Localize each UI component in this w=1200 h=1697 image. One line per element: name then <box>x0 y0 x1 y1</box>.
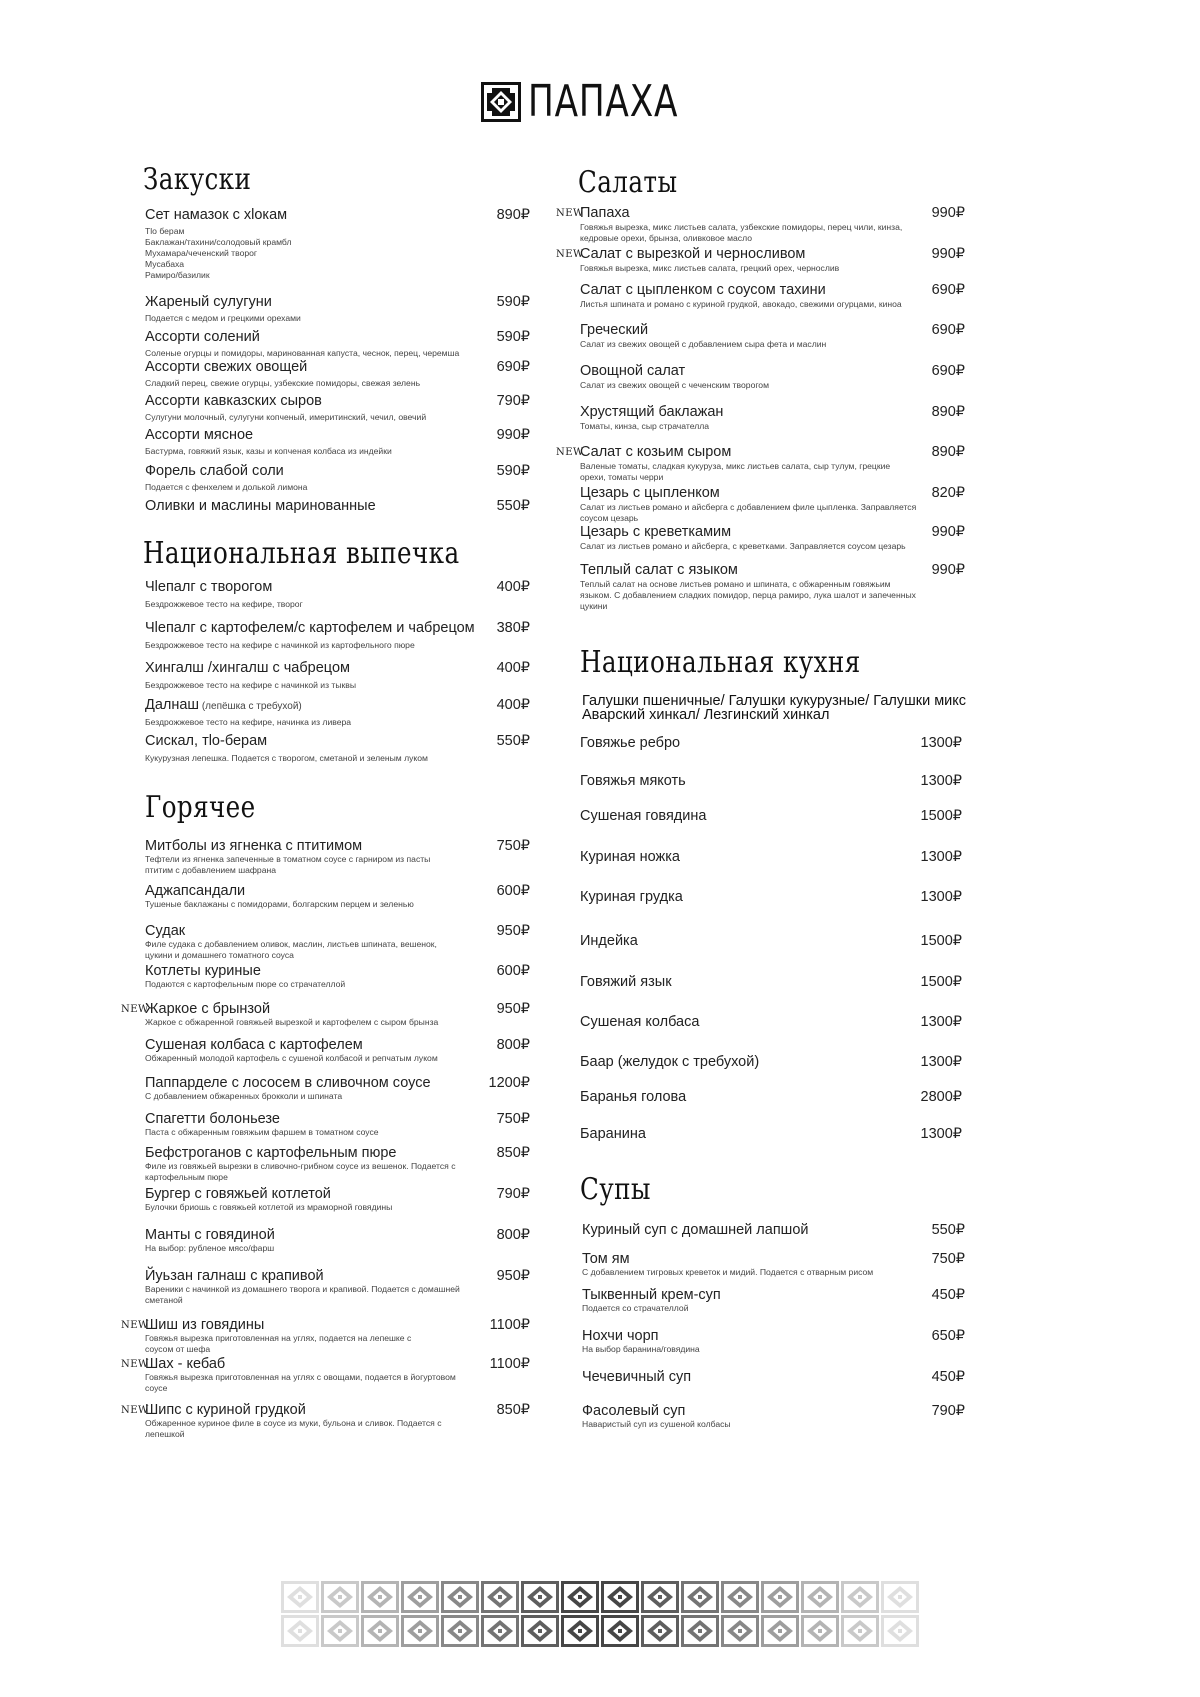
ornament-tile <box>361 1615 399 1647</box>
item-price: 690₽ <box>931 363 965 379</box>
item-name: Куриная грудка <box>580 889 683 905</box>
menu-item <box>145 1075 530 1101</box>
menu-item <box>556 444 965 482</box>
item-name: Бургер с говяжьей котлетой <box>145 1186 331 1202</box>
item-name: Митболы из ягненка с птитимом <box>145 838 363 854</box>
item-price: 550₽ <box>931 1222 965 1238</box>
item-price: 590₽ <box>496 463 530 479</box>
menu-item <box>145 883 530 909</box>
ornament-tile <box>721 1615 759 1647</box>
item-name: Паппарделе с лососем в сливочном соусе <box>145 1075 431 1091</box>
item-name: Шипс с куриной грудкой <box>145 1402 306 1418</box>
item-name: Говяжья мякоть <box>580 773 686 789</box>
item-price: 1300₽ <box>920 1126 962 1142</box>
item-name: Чlепалг с картофелем/с картофелем и чабрецом <box>145 620 475 636</box>
item-name: Том ям <box>582 1251 630 1267</box>
item-description: Подается с медом и грецкими орехами <box>145 313 301 323</box>
ornament-tile <box>801 1615 839 1647</box>
item-name: Баар (желудок с требухой) <box>580 1054 760 1070</box>
item-name: Куриный суп с домашней лапшой <box>582 1222 809 1238</box>
item-price: 400₽ <box>496 697 530 713</box>
item-name: Салат с вырезкой и черносливом <box>580 246 806 262</box>
menu-item <box>145 1145 530 1182</box>
menu-item <box>145 963 530 989</box>
menu-item <box>145 1268 530 1305</box>
menu-item <box>121 1001 530 1027</box>
section-title-goryachee: Горячее <box>145 790 256 825</box>
item-name: Судак <box>145 923 186 939</box>
item-price: 1200₽ <box>488 1075 530 1091</box>
item-name: Йуьзан галнаш с крапивой <box>145 1268 324 1284</box>
item-price: 950₽ <box>496 923 530 939</box>
item-price: 990₽ <box>931 246 965 262</box>
item-price: 890₽ <box>496 207 530 223</box>
item-price: 990₽ <box>931 205 965 221</box>
ornament-tile <box>761 1581 799 1613</box>
ornament-tile <box>801 1581 839 1613</box>
item-price: 600₽ <box>496 883 530 899</box>
item-price: 380₽ <box>496 620 530 636</box>
item-price: 800₽ <box>496 1037 530 1053</box>
item-name: Шах - кебаб <box>145 1356 226 1372</box>
item-name: Сискал, тlо-берам <box>145 733 268 749</box>
item-description: Бездрожжевое тесто на кефире, начинка из ливера <box>145 717 352 727</box>
item-name: Индейка <box>580 933 638 949</box>
menu-item <box>145 1186 530 1212</box>
header <box>0 76 1200 128</box>
item-description: Филе судака с добавлением оливок, маслин, листьев шпината, вешенок, цукини и домашнего томатного соуса <box>145 939 437 960</box>
item-description: Вареники с начинкой из домашнего творога и крапивой. Подается с домашней сметаной <box>145 1284 460 1305</box>
ornament-tile <box>521 1615 559 1647</box>
item-description: Салат из свежих овощей с чеченским творогом <box>580 380 769 390</box>
item-price: 850₽ <box>496 1402 530 1418</box>
item-description: Обжаренное куриное филе в соусе из муки, бульона и сливок. Подается с лепешкой <box>145 1418 442 1439</box>
item-name: Баранина <box>580 1126 646 1142</box>
item-description: Соленые огурцы и помидоры, маринованная капуста, чеснок, перец, черемша <box>145 348 460 358</box>
ornament-tile <box>641 1615 679 1647</box>
new-badge: NEW <box>556 249 584 260</box>
kuhnya-intro-line2: Аварский хинкал/ Лезгинский хинкал <box>582 707 830 723</box>
item-name: Спагетти болоньезе <box>145 1111 280 1127</box>
menu-item <box>580 974 962 990</box>
item-price: 450₽ <box>931 1287 965 1303</box>
item-name: Цезарь с креветкамим <box>580 524 732 540</box>
menu-item <box>145 660 530 690</box>
item-description: Жаркое с обжаренной говяжьей вырезкой и картофелем с сыром брынза <box>145 1017 439 1027</box>
item-description: Сладкий перец, свежие огурцы, узбекские помидоры, свежая зелень <box>145 378 421 388</box>
ornament-tile <box>601 1615 639 1647</box>
menu-item <box>582 1403 965 1429</box>
menu-item <box>580 322 965 349</box>
item-description: Говяжья вырезка приготовленная на углях, подается на лепешке с соусом от шефа <box>145 1333 412 1354</box>
item-name: Фасолевый суп <box>582 1403 686 1419</box>
item-price: 790₽ <box>496 393 530 409</box>
item-name: Куриная ножка <box>580 849 680 865</box>
item-description: Подаются с картофельным пюре со страчателлой <box>145 979 346 989</box>
item-name: Котлеты куриные <box>145 963 261 979</box>
item-price: 990₽ <box>931 562 965 578</box>
menu-item <box>580 282 965 309</box>
menu-item <box>145 923 530 960</box>
menu-item <box>121 1317 530 1354</box>
item-name: Нохчи чорп <box>582 1328 659 1344</box>
item-description: Теплый салат на основе листьев романо и шпината, с обжаренным говяжьим языком. С добавлением сладких помидор, перца рамиро, лука шалот и запеченных цукини <box>580 579 916 611</box>
item-price: 690₽ <box>496 359 530 375</box>
item-name: Сет намазок с хlокам <box>145 207 288 223</box>
item-description: На выбор баранина/говядина <box>582 1344 700 1354</box>
ornament-tile <box>761 1615 799 1647</box>
item-name: Ассорти свежих овощей <box>145 359 308 375</box>
item-name: Цезарь с цыпленком <box>580 485 720 501</box>
menu-item <box>121 1402 530 1439</box>
item-description: Бездрожжевое тесто на кефире с начинкой из тыквы <box>145 680 357 690</box>
item-name: Говяжье ребро <box>580 735 681 751</box>
menu-item <box>580 1014 962 1030</box>
ornament-border-icon <box>280 1580 920 1648</box>
menu-item <box>580 773 962 789</box>
item-description: Томаты, кинза, сыр страчателла <box>580 421 709 431</box>
ornament-tile <box>281 1615 319 1647</box>
item-description: Бездрожжевое тесто на кефире с начинкой из картофельного пюре <box>145 640 415 650</box>
new-badge: NEW <box>121 1359 149 1370</box>
item-name: Форель слабой соли <box>145 463 284 479</box>
item-price: 790₽ <box>496 1186 530 1202</box>
item-price: 1100₽ <box>489 1356 530 1372</box>
item-name: Тыквенный крем-суп <box>582 1287 721 1303</box>
ornament-tile <box>521 1581 559 1613</box>
item-price: 690₽ <box>931 282 965 298</box>
item-name: Салат с козьим сыром <box>580 444 732 460</box>
item-price: 590₽ <box>496 294 530 310</box>
item-description: Кукурузная лепешка. Подается с творогом, сметаной и зеленым луком <box>145 753 428 763</box>
item-name: Аджапсандали <box>145 883 246 899</box>
menu-item <box>582 1251 965 1277</box>
item-description: Говяжья вырезка приготовленная на углях с овощами, подается в йогуртовом соусе <box>145 1372 456 1393</box>
new-badge: NEW <box>556 208 584 219</box>
item-name: Папаха <box>580 205 630 221</box>
ornament-logo-icon <box>480 81 522 123</box>
item-name: Говяжий язык <box>580 974 672 990</box>
item-description: Сулугуни молочный, сулугуни копченый, имеритинский, чечил, овечий <box>145 412 427 422</box>
item-name: Жаркое с брынзой <box>145 1001 271 1017</box>
ornament-tile <box>441 1581 479 1613</box>
item-price: 1300₽ <box>920 889 962 905</box>
section-title-supy: Супы <box>580 1172 651 1207</box>
menu-item <box>580 524 965 551</box>
item-name: Шиш из говядины <box>145 1317 265 1333</box>
item-price: 400₽ <box>496 579 530 595</box>
ornament-tile <box>841 1615 879 1647</box>
menu-item <box>145 579 530 609</box>
new-badge: NEW <box>121 1405 149 1416</box>
item-price: 600₽ <box>496 963 530 979</box>
item-name: Хрустящий баклажан <box>580 404 724 420</box>
item-price: 750₽ <box>931 1251 965 1267</box>
item-description: Тlо берам Баклажан/тахини/солодовый крамбл Мухамара/чеченский творог Мусабаха Рамиро/базилик <box>145 226 292 280</box>
ornament-tile <box>881 1581 919 1613</box>
menu-item <box>145 427 530 456</box>
menu-item <box>580 849 962 865</box>
item-description: Паста с обжаренным говяжьим фаршем в томатном соусе <box>145 1127 379 1137</box>
section-title-kuhnya: Национальная кухня <box>580 645 861 680</box>
section-title-vypechka: Национальная выпечка <box>143 536 460 571</box>
menu-item <box>145 1111 530 1137</box>
menu-item <box>580 933 962 949</box>
item-description: Наваристый суп из сушеной колбасы <box>582 1419 731 1429</box>
menu-item <box>580 735 962 751</box>
logo <box>480 76 721 127</box>
ornament-tile <box>561 1615 599 1647</box>
item-description: Салат из листьев романо и айсберга с добавлением филе цыпленка. Заправляется соусом цезарь <box>580 502 917 523</box>
item-price: 400₽ <box>496 660 530 676</box>
item-price: 790₽ <box>931 1403 965 1419</box>
menu-item <box>580 363 965 390</box>
item-name: Теплый салат с языком <box>580 562 738 578</box>
item-price: 1300₽ <box>920 1014 962 1030</box>
item-name: Овощной салат <box>580 363 686 379</box>
menu-item <box>145 359 530 388</box>
ornament-tile <box>561 1581 599 1613</box>
item-name: Ассорти кавказских сыров <box>145 393 322 409</box>
item-price: 750₽ <box>496 1111 530 1127</box>
ornament-tile <box>881 1615 919 1647</box>
item-name: Ассорти солений <box>145 329 260 345</box>
item-price: 800₽ <box>496 1227 530 1243</box>
item-price: 950₽ <box>496 1001 530 1017</box>
item-price: 890₽ <box>931 444 965 460</box>
menu-item <box>145 207 530 280</box>
menu-item <box>556 205 965 243</box>
item-description: Валеные томаты, сладкая кукуруза, микс листьев салата, сыр тулум, грецкие орехи, томаты черри <box>580 461 891 482</box>
item-price: 1500₽ <box>920 808 962 824</box>
item-price: 450₽ <box>931 1369 965 1385</box>
ornament-tile <box>321 1615 359 1647</box>
item-description: Тушеные баклажаны с помидорами, болгарским перцем и зеленью <box>145 899 414 909</box>
menu-item <box>145 498 530 514</box>
ornament-tile <box>481 1581 519 1613</box>
item-name: Жареный сулугуни <box>145 294 272 310</box>
item-description: Булочки бриошь с говяжьей котлетой из мраморной говядины <box>145 1202 393 1212</box>
menu-item <box>145 1227 530 1253</box>
brand-name: ПАПАХА <box>527 76 678 127</box>
item-description: С добавлением обжаренных брокколи и шпината <box>145 1091 343 1101</box>
item-name: Сушеная колбаса с картофелем <box>145 1037 363 1053</box>
item-price: 1300₽ <box>920 773 962 789</box>
item-name: Баранья голова <box>580 1089 687 1105</box>
item-name: Чечевичный суп <box>582 1369 692 1385</box>
item-name: Салат с цыпленком с соусом тахини <box>580 282 826 298</box>
item-price: 950₽ <box>496 1268 530 1284</box>
menu-item <box>580 562 965 611</box>
item-price: 750₽ <box>496 838 530 854</box>
item-price: 2800₽ <box>920 1089 962 1105</box>
ornament-tile <box>681 1615 719 1647</box>
item-name: Чlепалг с творогом <box>145 579 273 595</box>
item-description: Листья шпината и романо с куриной грудкой, авокадо, свежими огурцами, киноа <box>580 299 902 309</box>
item-description: На выбор: рубленое мясо/фарш <box>145 1243 275 1253</box>
menu-item <box>145 697 530 727</box>
menu-item <box>580 889 962 905</box>
menu-item <box>145 463 530 492</box>
item-description: Бастурма, говяжий язык, казы и копченая колбаса из индейки <box>145 446 392 456</box>
item-price: 1300₽ <box>920 1054 962 1070</box>
menu-item <box>580 1054 962 1070</box>
ornament-tile <box>441 1615 479 1647</box>
item-description: Тефтели из ягненка запеченные в томатном соусе с гарниром из пасты птитим с добавлением шафрана <box>145 854 431 875</box>
section-title-zakuski: Закуски <box>143 162 252 197</box>
ornament-tile <box>721 1581 759 1613</box>
item-name-note: (лепёшка с требухой) <box>199 701 302 712</box>
item-name: Ассорти мясное <box>145 427 254 443</box>
ornament-tile <box>481 1615 519 1647</box>
item-price: 850₽ <box>496 1145 530 1161</box>
ornament-tile <box>681 1581 719 1613</box>
item-price: 650₽ <box>931 1328 965 1344</box>
item-name: Сушеная говядина <box>580 808 707 824</box>
ornament-tile <box>841 1581 879 1613</box>
ornament-tile <box>601 1581 639 1613</box>
item-name: Далнаш (лепёшка с требухой) <box>145 697 302 713</box>
item-price: 550₽ <box>496 498 530 514</box>
ornament-tile <box>401 1581 439 1613</box>
item-price: 590₽ <box>496 329 530 345</box>
ornament-tile <box>281 1581 319 1613</box>
menu-item <box>145 838 530 875</box>
menu-item <box>145 620 530 650</box>
kuhnya-intro-line1: Галушки пшеничные/ Галушки кукурузные/ Галушки микс <box>582 693 967 709</box>
item-description: Бездрожжевое тесто на кефире, творог <box>145 599 303 609</box>
menu-item <box>145 294 530 323</box>
item-price: 1300₽ <box>920 849 962 865</box>
menu-item <box>145 329 530 358</box>
item-name: Манты с говядиной <box>145 1227 275 1243</box>
new-badge: NEW <box>121 1320 149 1331</box>
section-title-salaty: Салаты <box>578 165 678 200</box>
item-price: 690₽ <box>931 322 965 338</box>
menu-item <box>582 1369 965 1385</box>
item-name: Хингалш /хингалш с чабрецом <box>145 660 350 676</box>
ornament-tile <box>401 1615 439 1647</box>
item-description: С добавлением тигровых креветок и мидий. Подается с отварным рисом <box>582 1267 874 1277</box>
item-price: 1500₽ <box>920 933 962 949</box>
menu-item <box>145 1037 530 1063</box>
item-price: 1300₽ <box>920 735 962 751</box>
menu-item <box>582 1287 965 1313</box>
item-description: Подается с фенхелем и долькой лимона <box>145 482 308 492</box>
item-name: Греческий <box>580 322 649 338</box>
item-price: 1500₽ <box>920 974 962 990</box>
menu-item <box>121 1356 530 1393</box>
menu-item <box>580 485 965 523</box>
item-name: Оливки и маслины маринованные <box>145 498 376 514</box>
menu-item <box>145 393 530 422</box>
item-description: Говяжья вырезка, микс листьев салата, узбекские помидоры, перец чили, кинза, кедровые орехи, брынза, оливковое масло <box>580 222 903 243</box>
menu-item <box>556 246 965 273</box>
ornament-tile <box>641 1581 679 1613</box>
item-description: Обжаренный молодой картофель с сушеной колбасой и репчатым луком <box>145 1053 438 1063</box>
item-description: Филе из говяжьей вырезки в сливочно-грибном соусе из вешенок. Подается с картофельным пюре <box>145 1161 456 1182</box>
menu-item <box>582 1222 965 1238</box>
ornament-tile <box>321 1581 359 1613</box>
item-description: Салат из листьев романо и айсберга, с креветками. Заправляется соусом цезарь <box>580 541 906 551</box>
item-price: 550₽ <box>496 733 530 749</box>
new-badge: NEW <box>121 1004 149 1015</box>
menu-item <box>145 733 530 763</box>
menu-item <box>580 808 962 824</box>
new-badge: NEW <box>556 447 584 458</box>
item-price: 1100₽ <box>489 1317 530 1333</box>
item-description: Говяжья вырезка, микс листьев салата, грецкий орех, чернослив <box>580 263 840 273</box>
ornament-tile <box>361 1581 399 1613</box>
menu-item <box>580 1089 962 1105</box>
menu-item <box>580 404 965 431</box>
item-price: 990₽ <box>931 524 965 540</box>
menu-item <box>580 1126 962 1142</box>
item-description: Салат из свежих овощей с добавлением сыра фета и маслин <box>580 339 827 349</box>
item-price: 890₽ <box>931 404 965 420</box>
item-price: 990₽ <box>496 427 530 443</box>
menu-item <box>582 1328 965 1354</box>
item-price: 820₽ <box>931 485 965 501</box>
item-description: Подается со страчателлой <box>582 1303 689 1313</box>
item-name: Сушеная колбаса <box>580 1014 700 1030</box>
item-name: Бефстроганов с картофельным пюре <box>145 1145 397 1161</box>
